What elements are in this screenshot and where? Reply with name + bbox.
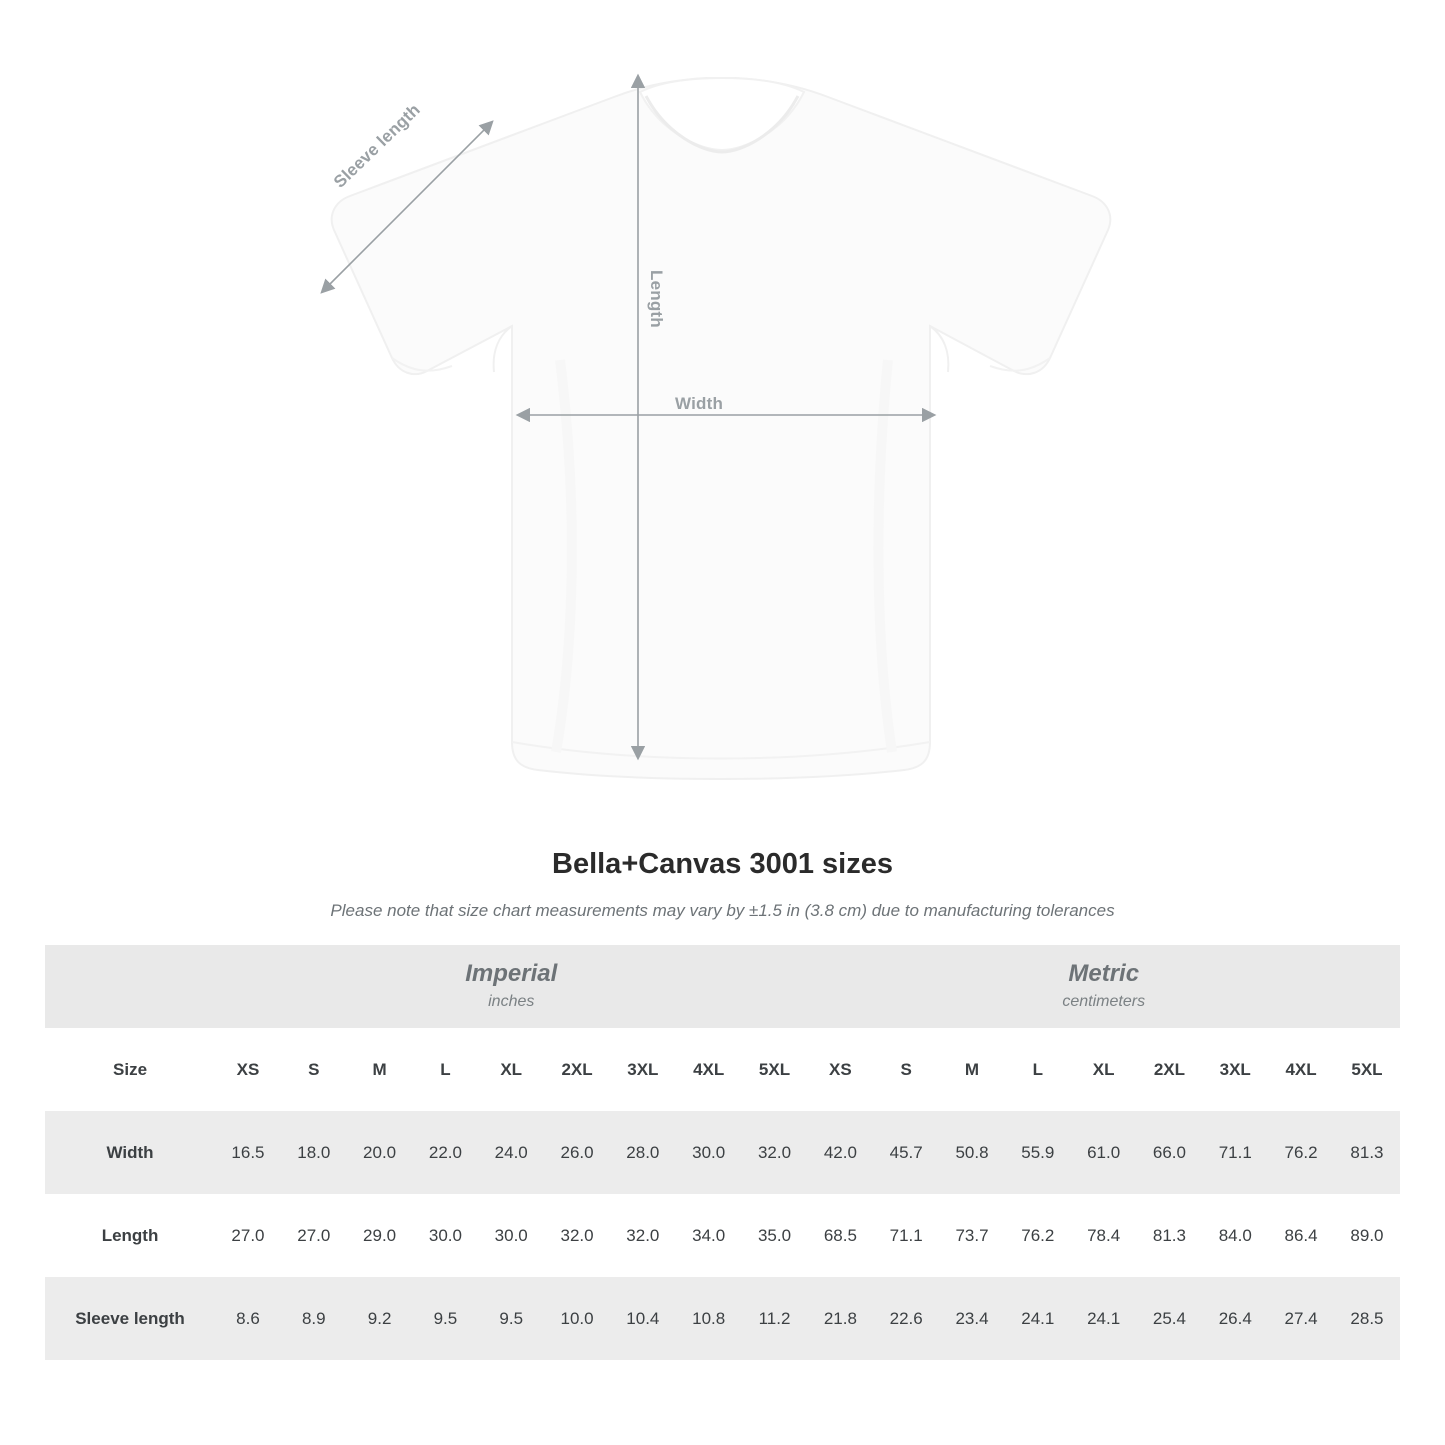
measure-cell: 78.4 bbox=[1071, 1194, 1137, 1277]
measure-cell: 66.0 bbox=[1137, 1111, 1203, 1194]
tshirt-shape bbox=[332, 78, 1111, 779]
size-table bbox=[45, 945, 1400, 1360]
measure-cell: 27.4 bbox=[1268, 1277, 1334, 1360]
size-cell: 2XL bbox=[1137, 1028, 1203, 1111]
page-title: Bella+Canvas 3001 sizes bbox=[552, 848, 893, 880]
measure-cell: 45.7 bbox=[873, 1111, 939, 1194]
row-label-size: Size bbox=[45, 1028, 215, 1111]
measure-cell: 28.0 bbox=[610, 1111, 676, 1194]
measure-cell: 32.0 bbox=[742, 1111, 808, 1194]
measure-cell: 61.0 bbox=[1071, 1111, 1137, 1194]
unit-header-metric bbox=[807, 945, 1400, 1028]
measure-cell: 89.0 bbox=[1334, 1194, 1400, 1277]
chart-heading bbox=[0, 848, 1445, 921]
unit-header-row bbox=[45, 945, 1400, 1028]
measure-cell: 42.0 bbox=[807, 1111, 873, 1194]
measure-cell: 86.4 bbox=[1268, 1194, 1334, 1277]
tolerance-note: Please note that size chart measurements may vary by ±1.5 in (3.8 cm) due to manufacturing tolerances bbox=[330, 901, 1115, 920]
measure-cell: 10.8 bbox=[676, 1277, 742, 1360]
size-cell: 2XL bbox=[544, 1028, 610, 1111]
measure-cell: 22.6 bbox=[873, 1277, 939, 1360]
table-row-sleeve-length bbox=[45, 1277, 1400, 1360]
measure-cell: 30.0 bbox=[676, 1111, 742, 1194]
measure-cell: 16.5 bbox=[215, 1111, 281, 1194]
measure-cell: 71.1 bbox=[1202, 1111, 1268, 1194]
measure-cell: 22.0 bbox=[413, 1111, 479, 1194]
measure-cell: 32.0 bbox=[544, 1194, 610, 1277]
width-label: Width bbox=[675, 394, 724, 413]
size-cell: L bbox=[1005, 1028, 1071, 1111]
length-label: Length bbox=[647, 270, 666, 328]
size-cell: XS bbox=[807, 1028, 873, 1111]
size-cell: 5XL bbox=[742, 1028, 808, 1111]
sleeve-length-label: Sleeve length bbox=[330, 100, 424, 192]
unit-name-metric: Metric bbox=[1068, 959, 1140, 987]
size-cell: S bbox=[873, 1028, 939, 1111]
table-row-length bbox=[45, 1194, 1400, 1277]
measure-cell: 81.3 bbox=[1334, 1111, 1400, 1194]
table-row-width bbox=[45, 1111, 1400, 1194]
measure-cell: 24.0 bbox=[478, 1111, 544, 1194]
size-cell: M bbox=[347, 1028, 413, 1111]
measure-cell: 30.0 bbox=[413, 1194, 479, 1277]
measure-cell: 84.0 bbox=[1202, 1194, 1268, 1277]
measure-cell: 8.9 bbox=[281, 1277, 347, 1360]
measure-cell: 27.0 bbox=[281, 1194, 347, 1277]
measure-cell: 27.0 bbox=[215, 1194, 281, 1277]
measure-cell: 32.0 bbox=[610, 1194, 676, 1277]
row-label-length: Length bbox=[45, 1194, 215, 1277]
measure-cell: 21.8 bbox=[807, 1277, 873, 1360]
measure-cell: 55.9 bbox=[1005, 1111, 1071, 1194]
unit-name-imperial: Imperial bbox=[465, 959, 558, 987]
size-cell: 3XL bbox=[1202, 1028, 1268, 1111]
table-row-sizes bbox=[45, 1028, 1400, 1111]
measure-cell: 9.5 bbox=[478, 1277, 544, 1360]
size-cell: XL bbox=[1071, 1028, 1137, 1111]
size-cell: 5XL bbox=[1334, 1028, 1400, 1111]
measure-cell: 71.1 bbox=[873, 1194, 939, 1277]
unit-sub-metric: centimeters bbox=[1062, 992, 1146, 1010]
measure-cell: 35.0 bbox=[742, 1194, 808, 1277]
size-cell: XS bbox=[215, 1028, 281, 1111]
measure-cell: 23.4 bbox=[939, 1277, 1005, 1360]
size-table-wrapper bbox=[45, 945, 1400, 1360]
measure-cell: 26.4 bbox=[1202, 1277, 1268, 1360]
measure-cell: 34.0 bbox=[676, 1194, 742, 1277]
measure-cell: 10.4 bbox=[610, 1277, 676, 1360]
measure-cell: 28.5 bbox=[1334, 1277, 1400, 1360]
size-cell: 3XL bbox=[610, 1028, 676, 1111]
row-label-sleeve-length: Sleeve length bbox=[45, 1277, 215, 1360]
measure-cell: 76.2 bbox=[1268, 1111, 1334, 1194]
size-cell: S bbox=[281, 1028, 347, 1111]
size-cell: 4XL bbox=[1268, 1028, 1334, 1111]
unit-header-imperial bbox=[215, 945, 807, 1028]
measure-cell: 9.5 bbox=[413, 1277, 479, 1360]
measure-cell: 68.5 bbox=[807, 1194, 873, 1277]
measure-cell: 9.2 bbox=[347, 1277, 413, 1360]
measure-cell: 10.0 bbox=[544, 1277, 610, 1360]
measure-cell: 11.2 bbox=[742, 1277, 808, 1360]
unit-header-spacer bbox=[45, 945, 215, 1028]
measure-cell: 76.2 bbox=[1005, 1194, 1071, 1277]
size-cell: M bbox=[939, 1028, 1005, 1111]
size-cell: L bbox=[413, 1028, 479, 1111]
measure-cell: 26.0 bbox=[544, 1111, 610, 1194]
measure-cell: 20.0 bbox=[347, 1111, 413, 1194]
measure-cell: 8.6 bbox=[215, 1277, 281, 1360]
measure-cell: 50.8 bbox=[939, 1111, 1005, 1194]
measure-cell: 30.0 bbox=[478, 1194, 544, 1277]
measure-cell: 24.1 bbox=[1005, 1277, 1071, 1360]
measure-cell: 24.1 bbox=[1071, 1277, 1137, 1360]
measure-cell: 73.7 bbox=[939, 1194, 1005, 1277]
unit-sub-imperial: inches bbox=[488, 992, 535, 1010]
measure-cell: 25.4 bbox=[1137, 1277, 1203, 1360]
size-cell: 4XL bbox=[676, 1028, 742, 1111]
measure-cell: 81.3 bbox=[1137, 1194, 1203, 1277]
row-label-width: Width bbox=[45, 1111, 215, 1194]
measure-cell: 18.0 bbox=[281, 1111, 347, 1194]
size-cell: XL bbox=[478, 1028, 544, 1111]
measure-cell: 29.0 bbox=[347, 1194, 413, 1277]
